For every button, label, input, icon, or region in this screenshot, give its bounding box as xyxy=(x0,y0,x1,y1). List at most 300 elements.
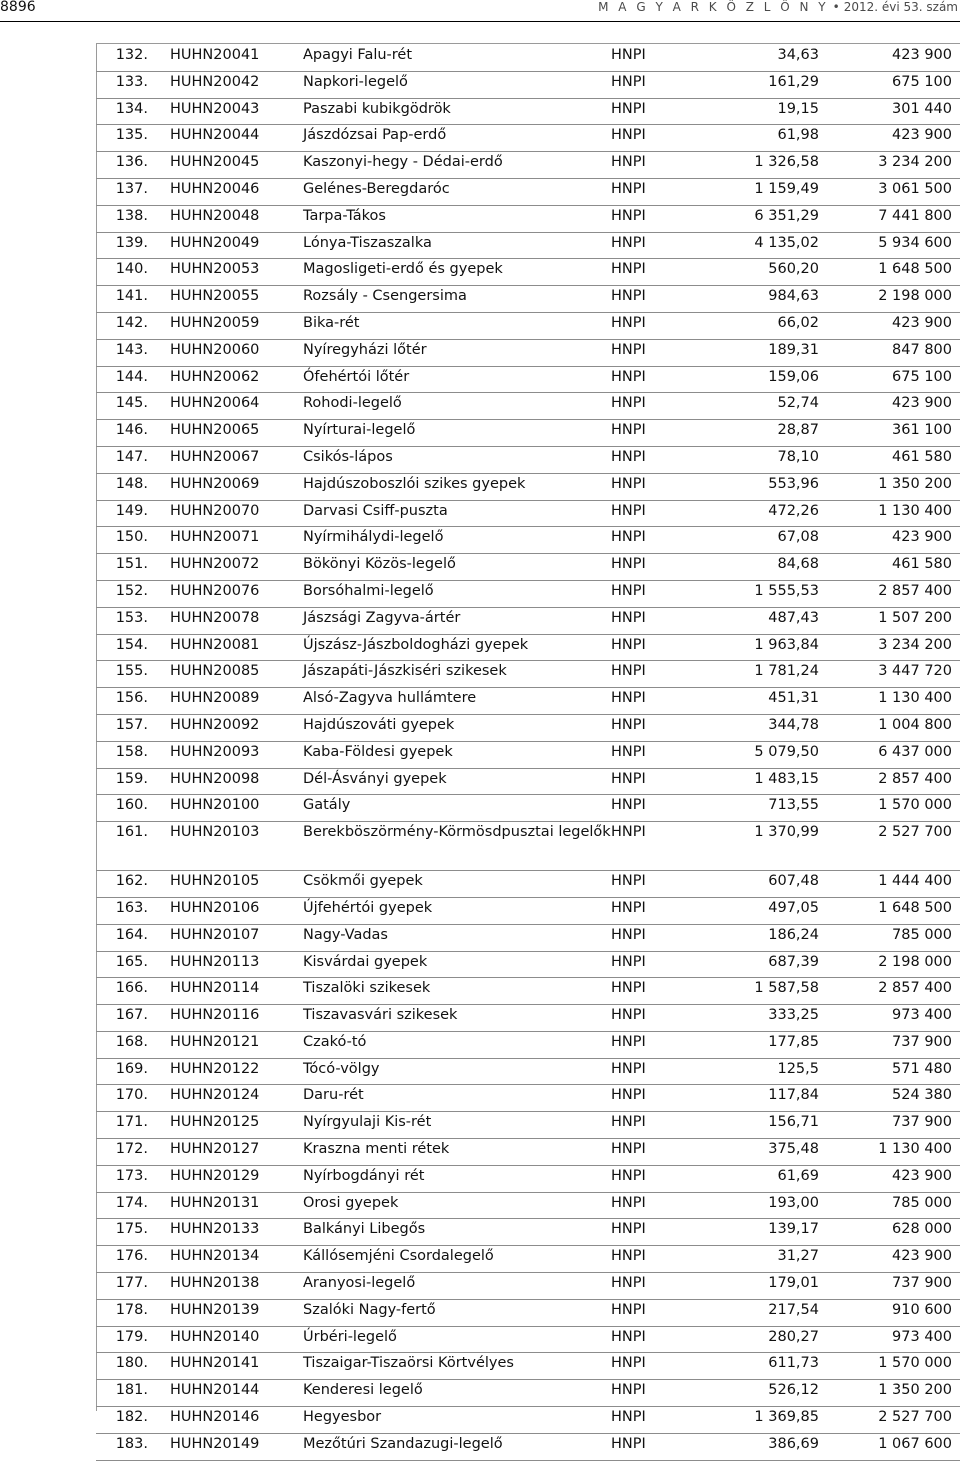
site-code-cell: HUHN20107 xyxy=(170,924,303,951)
row-number-cell: 142. xyxy=(96,312,170,339)
row-number-cell: 176. xyxy=(96,1246,170,1273)
site-code-cell: HUHN20141 xyxy=(170,1353,303,1380)
journal-name: M A G Y A R K Ö Z L Ö N Y xyxy=(598,0,829,14)
site-code-cell: HUHN20106 xyxy=(170,897,303,924)
site-code-cell: HUHN20140 xyxy=(170,1326,303,1353)
row-number-cell: 182. xyxy=(96,1407,170,1434)
area-ha-cell: 386,69 xyxy=(666,1433,819,1460)
row-number-cell: 173. xyxy=(96,1165,170,1192)
area-ha-cell: 66,02 xyxy=(666,312,819,339)
site-code-cell: HUHN20042 xyxy=(170,71,303,98)
amount-huf-cell: 973 400 xyxy=(819,1005,960,1032)
table-row xyxy=(96,951,960,978)
amount-huf-cell: 675 100 xyxy=(819,366,960,393)
amount-huf-cell: 6 437 000 xyxy=(819,741,960,768)
table-row xyxy=(96,446,960,473)
amount-huf-cell: 2 198 000 xyxy=(819,286,960,313)
amount-huf-cell: 675 100 xyxy=(819,71,960,98)
site-name-cell: Tiszalöki szikesek xyxy=(303,978,611,1005)
site-code-cell: HUHN20053 xyxy=(170,259,303,286)
table-row xyxy=(96,393,960,420)
issue-label: 2012. évi 53. szám xyxy=(843,0,958,14)
table-row xyxy=(96,1031,960,1058)
amount-huf-cell: 423 900 xyxy=(819,312,960,339)
table-row xyxy=(96,500,960,527)
area-ha-cell: 139,17 xyxy=(666,1219,819,1246)
amount-huf-cell: 2 857 400 xyxy=(819,580,960,607)
directorate-cell: HNPI xyxy=(611,446,666,473)
amount-huf-cell: 1 444 400 xyxy=(819,871,960,898)
area-ha-cell: 611,73 xyxy=(666,1353,819,1380)
site-code-cell: HUHN20076 xyxy=(170,580,303,607)
directorate-cell: HNPI xyxy=(611,978,666,1005)
site-name-cell: Bika-rét xyxy=(303,312,611,339)
row-number-cell: 134. xyxy=(96,98,170,125)
area-ha-cell: 186,24 xyxy=(666,924,819,951)
amount-huf-cell: 2 527 700 xyxy=(819,822,960,871)
table-row xyxy=(96,1219,960,1246)
amount-huf-cell: 1 350 200 xyxy=(819,473,960,500)
area-ha-cell: 1 963,84 xyxy=(666,634,819,661)
site-code-cell: HUHN20065 xyxy=(170,420,303,447)
row-number-cell: 132. xyxy=(96,45,170,71)
site-name-cell: Jászdózsai Pap-erdő xyxy=(303,125,611,152)
site-code-cell: HUHN20100 xyxy=(170,795,303,822)
site-code-cell: HUHN20049 xyxy=(170,232,303,259)
amount-huf-cell: 461 580 xyxy=(819,446,960,473)
amount-huf-cell: 1 507 200 xyxy=(819,607,960,634)
table-row xyxy=(96,554,960,581)
area-ha-cell: 280,27 xyxy=(666,1326,819,1353)
directorate-cell: HNPI xyxy=(611,205,666,232)
area-ha-cell: 179,01 xyxy=(666,1273,819,1300)
site-code-cell: HUHN20149 xyxy=(170,1433,303,1460)
directorate-cell: HNPI xyxy=(611,1005,666,1032)
site-code-cell: HUHN20146 xyxy=(170,1407,303,1434)
table-row xyxy=(96,366,960,393)
site-name-cell: Tócó-völgy xyxy=(303,1058,611,1085)
table-row xyxy=(96,232,960,259)
site-code-cell: HUHN20041 xyxy=(170,45,303,71)
amount-huf-cell: 737 900 xyxy=(819,1031,960,1058)
area-ha-cell: 607,48 xyxy=(666,871,819,898)
site-code-cell: HUHN20127 xyxy=(170,1139,303,1166)
area-ha-cell: 1 483,15 xyxy=(666,768,819,795)
area-ha-cell: 526,12 xyxy=(666,1380,819,1407)
table-row xyxy=(96,473,960,500)
directorate-cell: HNPI xyxy=(611,1031,666,1058)
amount-huf-cell: 5 934 600 xyxy=(819,232,960,259)
area-ha-cell: 1 326,58 xyxy=(666,152,819,179)
directorate-cell: HNPI xyxy=(611,232,666,259)
journal-title xyxy=(598,1,958,13)
table-row xyxy=(96,607,960,634)
site-name-cell: Jászapáti-Jászkiséri szikesek xyxy=(303,661,611,688)
row-number-cell: 158. xyxy=(96,741,170,768)
directorate-cell: HNPI xyxy=(611,924,666,951)
table-row xyxy=(96,71,960,98)
directorate-cell: HNPI xyxy=(611,420,666,447)
site-name-cell: Nyíregyházi lőtér xyxy=(303,339,611,366)
table-row xyxy=(96,741,960,768)
table-row xyxy=(96,1407,960,1434)
site-code-cell: HUHN20085 xyxy=(170,661,303,688)
site-code-cell: HUHN20078 xyxy=(170,607,303,634)
directorate-cell: HNPI xyxy=(611,634,666,661)
row-number-cell: 149. xyxy=(96,500,170,527)
site-code-cell: HUHN20121 xyxy=(170,1031,303,1058)
site-name-cell: Úrbéri-legelő xyxy=(303,1326,611,1353)
directorate-cell: HNPI xyxy=(611,554,666,581)
area-ha-cell: 6 351,29 xyxy=(666,205,819,232)
directorate-cell: HNPI xyxy=(611,286,666,313)
site-name-cell: Nyírgyulaji Kis-rét xyxy=(303,1112,611,1139)
table-row xyxy=(96,1005,960,1032)
area-ha-cell: 217,54 xyxy=(666,1299,819,1326)
directorate-cell: HNPI xyxy=(611,1380,666,1407)
directorate-cell: HNPI xyxy=(611,500,666,527)
site-name-cell: Tiszavasvári szikesek xyxy=(303,1005,611,1032)
amount-huf-cell: 1 648 500 xyxy=(819,897,960,924)
directorate-cell: HNPI xyxy=(611,897,666,924)
site-name-cell: Daru-rét xyxy=(303,1085,611,1112)
area-ha-cell: 125,5 xyxy=(666,1058,819,1085)
table-row xyxy=(96,1299,960,1326)
site-name-cell: Berekböszörmény-Körmösdpusztai legelők xyxy=(303,822,611,871)
directorate-cell: HNPI xyxy=(611,312,666,339)
site-name-cell: Nyírmihálydi-legelő xyxy=(303,527,611,554)
amount-huf-cell: 1 648 500 xyxy=(819,259,960,286)
amount-huf-cell: 423 900 xyxy=(819,527,960,554)
area-ha-cell: 177,85 xyxy=(666,1031,819,1058)
row-number-cell: 175. xyxy=(96,1219,170,1246)
area-ha-cell: 61,69 xyxy=(666,1165,819,1192)
amount-huf-cell: 1 004 800 xyxy=(819,714,960,741)
site-name-cell: Nyírturai-legelő xyxy=(303,420,611,447)
row-number-cell: 174. xyxy=(96,1192,170,1219)
amount-huf-cell: 737 900 xyxy=(819,1112,960,1139)
row-number-cell: 167. xyxy=(96,1005,170,1032)
row-number-cell: 152. xyxy=(96,580,170,607)
amount-huf-cell: 2 857 400 xyxy=(819,768,960,795)
area-ha-cell: 1 587,58 xyxy=(666,978,819,1005)
site-name-cell: Gelénes-Beregdaróc xyxy=(303,178,611,205)
directorate-cell: HNPI xyxy=(611,1219,666,1246)
amount-huf-cell: 461 580 xyxy=(819,554,960,581)
site-code-cell: HUHN20129 xyxy=(170,1165,303,1192)
amount-huf-cell: 7 441 800 xyxy=(819,205,960,232)
row-number-cell: 161. xyxy=(96,822,170,871)
amount-huf-cell: 361 100 xyxy=(819,420,960,447)
row-number-cell: 165. xyxy=(96,951,170,978)
area-ha-cell: 84,68 xyxy=(666,554,819,581)
table-row xyxy=(96,924,960,951)
site-name-cell: Kállósemjéni Csordalegelő xyxy=(303,1246,611,1273)
row-number-cell: 146. xyxy=(96,420,170,447)
directorate-cell: HNPI xyxy=(611,1353,666,1380)
row-number-cell: 155. xyxy=(96,661,170,688)
amount-huf-cell: 571 480 xyxy=(819,1058,960,1085)
site-name-cell: Rozsály - Csengersima xyxy=(303,286,611,313)
amount-huf-cell: 785 000 xyxy=(819,1192,960,1219)
area-ha-cell: 5 079,50 xyxy=(666,741,819,768)
area-ha-cell: 687,39 xyxy=(666,951,819,978)
directorate-cell: HNPI xyxy=(611,259,666,286)
row-number-cell: 157. xyxy=(96,714,170,741)
table-row xyxy=(96,1273,960,1300)
row-number-cell: 170. xyxy=(96,1085,170,1112)
directorate-cell: HNPI xyxy=(611,1192,666,1219)
site-code-cell: HUHN20060 xyxy=(170,339,303,366)
row-number-cell: 140. xyxy=(96,259,170,286)
site-code-cell: HUHN20044 xyxy=(170,125,303,152)
row-number-cell: 154. xyxy=(96,634,170,661)
area-ha-cell: 28,87 xyxy=(666,420,819,447)
page-header xyxy=(0,0,960,24)
bullet-separator: • xyxy=(832,0,840,14)
table-row xyxy=(96,152,960,179)
area-ha-cell: 159,06 xyxy=(666,366,819,393)
amount-huf-cell: 301 440 xyxy=(819,98,960,125)
table-row xyxy=(96,45,960,71)
table-row xyxy=(96,420,960,447)
amount-huf-cell: 737 900 xyxy=(819,1273,960,1300)
directorate-cell: HNPI xyxy=(611,45,666,71)
table-row xyxy=(96,259,960,286)
site-code-cell: HUHN20067 xyxy=(170,446,303,473)
amount-huf-cell: 3 447 720 xyxy=(819,661,960,688)
site-name-cell: Tiszaigar-Tiszaörsi Körtvélyes xyxy=(303,1353,611,1380)
directorate-cell: HNPI xyxy=(611,795,666,822)
site-name-cell: Hajdúszováti gyepek xyxy=(303,714,611,741)
table-row xyxy=(96,795,960,822)
site-name-cell: Bökönyi Közös-legelő xyxy=(303,554,611,581)
row-number-cell: 141. xyxy=(96,286,170,313)
table-row xyxy=(96,978,960,1005)
row-number-cell: 181. xyxy=(96,1380,170,1407)
area-ha-cell: 1 555,53 xyxy=(666,580,819,607)
amount-huf-cell: 973 400 xyxy=(819,1326,960,1353)
directorate-cell: HNPI xyxy=(611,714,666,741)
site-code-cell: HUHN20122 xyxy=(170,1058,303,1085)
row-number-cell: 171. xyxy=(96,1112,170,1139)
area-ha-cell: 156,71 xyxy=(666,1112,819,1139)
site-code-cell: HUHN20043 xyxy=(170,98,303,125)
site-code-cell: HUHN20144 xyxy=(170,1380,303,1407)
area-ha-cell: 52,74 xyxy=(666,393,819,420)
directorate-cell: HNPI xyxy=(611,339,666,366)
directorate-cell: HNPI xyxy=(611,178,666,205)
area-ha-cell: 4 135,02 xyxy=(666,232,819,259)
row-number-cell: 168. xyxy=(96,1031,170,1058)
table-row xyxy=(96,661,960,688)
site-name-cell: Paszabi kubikgödrök xyxy=(303,98,611,125)
site-name-cell: Szalóki Nagy-fertő xyxy=(303,1299,611,1326)
row-number-cell: 164. xyxy=(96,924,170,951)
amount-huf-cell: 3 234 200 xyxy=(819,634,960,661)
table-row xyxy=(96,1085,960,1112)
page-number: 8896 xyxy=(0,0,36,15)
directorate-cell: HNPI xyxy=(611,473,666,500)
area-ha-cell: 189,31 xyxy=(666,339,819,366)
directorate-cell: HNPI xyxy=(611,393,666,420)
row-number-cell: 136. xyxy=(96,152,170,179)
site-code-cell: HUHN20105 xyxy=(170,871,303,898)
area-ha-cell: 333,25 xyxy=(666,1005,819,1032)
header-rule xyxy=(0,21,960,22)
table-row xyxy=(96,580,960,607)
site-code-cell: HUHN20124 xyxy=(170,1085,303,1112)
row-number-cell: 150. xyxy=(96,527,170,554)
amount-huf-cell: 423 900 xyxy=(819,1165,960,1192)
row-number-cell: 177. xyxy=(96,1273,170,1300)
site-code-cell: HUHN20093 xyxy=(170,741,303,768)
amount-huf-cell: 2 198 000 xyxy=(819,951,960,978)
site-code-cell: HUHN20072 xyxy=(170,554,303,581)
site-name-cell: Magosligeti-erdő és gyepek xyxy=(303,259,611,286)
directorate-cell: HNPI xyxy=(611,607,666,634)
site-name-cell: Hegyesbor xyxy=(303,1407,611,1434)
site-name-cell: Újszász-Jászboldogházi gyepek xyxy=(303,634,611,661)
amount-huf-cell: 423 900 xyxy=(819,125,960,152)
table-row xyxy=(96,688,960,715)
amount-huf-cell: 1 350 200 xyxy=(819,1380,960,1407)
site-code-cell: HUHN20062 xyxy=(170,366,303,393)
table-row xyxy=(96,1192,960,1219)
site-code-cell: HUHN20134 xyxy=(170,1246,303,1273)
site-name-cell: Kraszna menti rétek xyxy=(303,1139,611,1166)
site-name-cell: Czakó-tó xyxy=(303,1031,611,1058)
site-name-cell: Napkori-legelő xyxy=(303,71,611,98)
table-row xyxy=(96,1326,960,1353)
area-ha-cell: 560,20 xyxy=(666,259,819,286)
site-name-cell: Kaszonyi-hegy - Dédai-erdő xyxy=(303,152,611,179)
site-name-cell: Újfehértói gyepek xyxy=(303,897,611,924)
row-number-cell: 166. xyxy=(96,978,170,1005)
table-row xyxy=(96,897,960,924)
table-row xyxy=(96,1433,960,1460)
directorate-cell: HNPI xyxy=(611,822,666,871)
table-row xyxy=(96,1112,960,1139)
area-ha-cell: 472,26 xyxy=(666,500,819,527)
site-code-cell: HUHN20064 xyxy=(170,393,303,420)
area-ha-cell: 1 370,99 xyxy=(666,822,819,871)
site-name-cell: Rohodi-legelő xyxy=(303,393,611,420)
table-row xyxy=(96,1380,960,1407)
directorate-cell: HNPI xyxy=(611,741,666,768)
site-name-cell: Dél-Ásványi gyepek xyxy=(303,768,611,795)
site-name-cell: Lónya-Tiszaszalka xyxy=(303,232,611,259)
area-ha-cell: 553,96 xyxy=(666,473,819,500)
site-name-cell: Nagy-Vadas xyxy=(303,924,611,951)
area-ha-cell: 117,84 xyxy=(666,1085,819,1112)
directorate-cell: HNPI xyxy=(611,1112,666,1139)
amount-huf-cell: 2 857 400 xyxy=(819,978,960,1005)
site-code-cell: HUHN20070 xyxy=(170,500,303,527)
site-code-cell: HUHN20089 xyxy=(170,688,303,715)
table-row xyxy=(96,312,960,339)
directorate-cell: HNPI xyxy=(611,1165,666,1192)
amount-huf-cell: 423 900 xyxy=(819,45,960,71)
site-name-cell: Aranyosi-legelő xyxy=(303,1273,611,1300)
site-name-cell: Darvasi Csiff-puszta xyxy=(303,500,611,527)
table-row xyxy=(96,1165,960,1192)
directorate-cell: HNPI xyxy=(611,951,666,978)
site-name-cell: Csökmői gyepek xyxy=(303,871,611,898)
row-number-cell: 163. xyxy=(96,897,170,924)
area-ha-cell: 161,29 xyxy=(666,71,819,98)
area-ha-cell: 713,55 xyxy=(666,795,819,822)
table-row xyxy=(96,98,960,125)
area-ha-cell: 451,31 xyxy=(666,688,819,715)
directorate-cell: HNPI xyxy=(611,527,666,554)
directorate-cell: HNPI xyxy=(611,98,666,125)
amount-huf-cell: 785 000 xyxy=(819,924,960,951)
area-ha-cell: 487,43 xyxy=(666,607,819,634)
directorate-cell: HNPI xyxy=(611,1433,666,1460)
site-code-cell: HUHN20069 xyxy=(170,473,303,500)
table-row xyxy=(96,527,960,554)
directorate-cell: HNPI xyxy=(611,125,666,152)
directorate-cell: HNPI xyxy=(611,1273,666,1300)
amount-huf-cell: 1 130 400 xyxy=(819,688,960,715)
table-row xyxy=(96,1058,960,1085)
row-number-cell: 148. xyxy=(96,473,170,500)
table-row xyxy=(96,1353,960,1380)
area-ha-cell: 193,00 xyxy=(666,1192,819,1219)
row-number-cell: 160. xyxy=(96,795,170,822)
area-ha-cell: 61,98 xyxy=(666,125,819,152)
site-name-cell: Hajdúszoboszlói szikes gyepek xyxy=(303,473,611,500)
row-number-cell: 143. xyxy=(96,339,170,366)
directorate-cell: HNPI xyxy=(611,768,666,795)
directorate-cell: HNPI xyxy=(611,688,666,715)
directorate-cell: HNPI xyxy=(611,152,666,179)
amount-huf-cell: 847 800 xyxy=(819,339,960,366)
amount-huf-cell: 1 130 400 xyxy=(819,1139,960,1166)
table-row xyxy=(96,1139,960,1166)
protected-sites-table xyxy=(96,45,960,1461)
amount-huf-cell: 3 061 500 xyxy=(819,178,960,205)
row-number-cell: 172. xyxy=(96,1139,170,1166)
directorate-cell: HNPI xyxy=(611,1246,666,1273)
site-code-cell: HUHN20138 xyxy=(170,1273,303,1300)
area-ha-cell: 375,48 xyxy=(666,1139,819,1166)
amount-huf-cell: 628 000 xyxy=(819,1219,960,1246)
site-code-cell: HUHN20081 xyxy=(170,634,303,661)
site-code-cell: HUHN20055 xyxy=(170,286,303,313)
row-number-cell: 162. xyxy=(96,871,170,898)
directorate-cell: HNPI xyxy=(611,71,666,98)
row-number-cell: 156. xyxy=(96,688,170,715)
site-code-cell: HUHN20071 xyxy=(170,527,303,554)
row-number-cell: 159. xyxy=(96,768,170,795)
row-number-cell: 138. xyxy=(96,205,170,232)
row-number-cell: 180. xyxy=(96,1353,170,1380)
row-number-cell: 178. xyxy=(96,1299,170,1326)
row-number-cell: 139. xyxy=(96,232,170,259)
table-row xyxy=(96,286,960,313)
site-code-cell: HUHN20113 xyxy=(170,951,303,978)
row-number-cell: 144. xyxy=(96,366,170,393)
row-number-cell: 147. xyxy=(96,446,170,473)
area-ha-cell: 67,08 xyxy=(666,527,819,554)
site-name-cell: Ófehértói lőtér xyxy=(303,366,611,393)
site-code-cell: HUHN20133 xyxy=(170,1219,303,1246)
table-row xyxy=(96,178,960,205)
directorate-cell: HNPI xyxy=(611,1299,666,1326)
table-row xyxy=(96,768,960,795)
